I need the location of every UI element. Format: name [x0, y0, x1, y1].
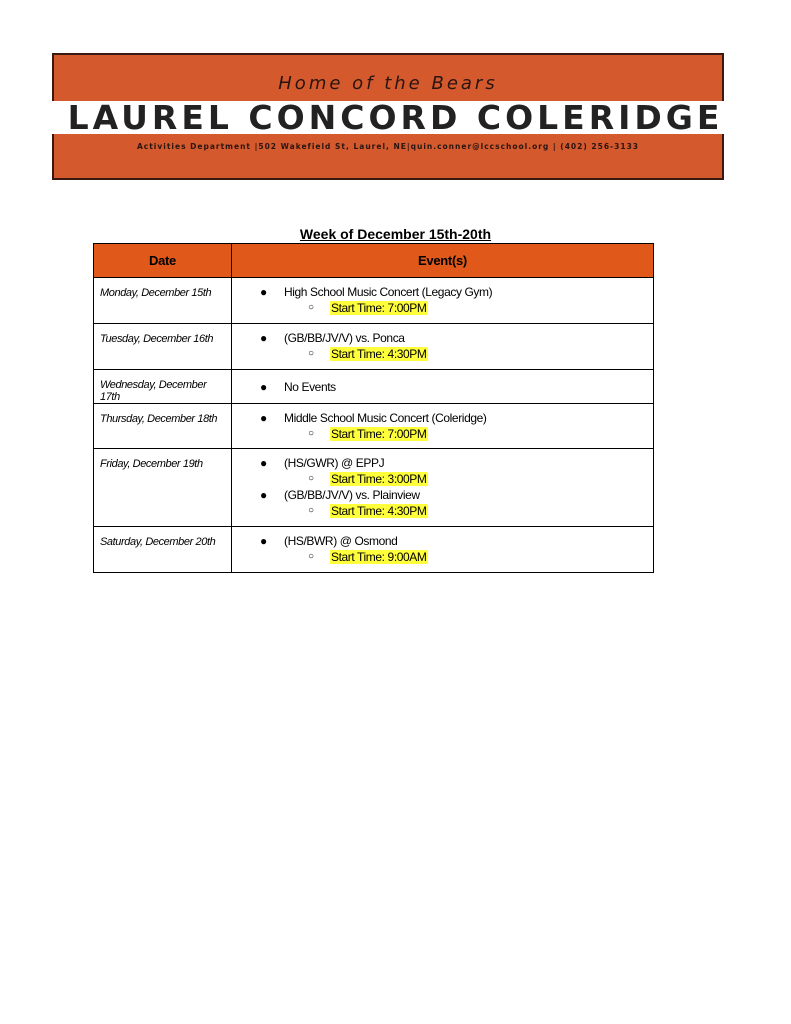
event-line — [260, 410, 653, 426]
bullet-icon: ● — [260, 379, 267, 394]
event-time-line — [260, 503, 653, 519]
event-name: No Events — [284, 379, 336, 394]
event-line — [260, 487, 653, 503]
circle-bullet-icon: ○ — [308, 505, 314, 516]
event-item — [260, 410, 653, 442]
bullet-icon: ● — [260, 456, 267, 470]
event-item — [260, 487, 653, 519]
date-cell: Friday, December 19th — [94, 449, 232, 527]
circle-bullet-icon: ○ — [308, 473, 314, 484]
events-cell — [232, 404, 654, 449]
circle-bullet-icon: ○ — [308, 428, 314, 439]
table-row — [94, 404, 654, 449]
circle-bullet-icon: ○ — [308, 302, 314, 313]
column-header-date: Date — [94, 244, 232, 278]
date-cell: Wednesday, December 17th — [94, 370, 232, 404]
event-time-line — [260, 426, 653, 442]
circle-bullet-icon: ○ — [308, 551, 314, 562]
events-cell — [232, 370, 654, 404]
banner-tagline: Home of the Bears — [278, 73, 498, 94]
start-time: Start Time: 7:00PM — [331, 301, 427, 315]
column-header-events: Event(s) — [232, 244, 654, 278]
events-cell — [232, 324, 654, 370]
date-cell: Saturday, December 20th — [94, 527, 232, 573]
event-item — [260, 455, 653, 487]
event-name: (GB/BB/JV/V) vs. Ponca — [284, 331, 405, 345]
event-name: (HS/BWR) @ Osmond — [284, 534, 398, 548]
bullet-icon: ● — [260, 285, 267, 299]
start-time: Start Time: 4:30PM — [331, 504, 427, 518]
event-item — [260, 533, 653, 565]
table-row — [94, 278, 654, 324]
event-name: Middle School Music Concert (Coleridge) — [284, 411, 487, 425]
date-cell: Thursday, December 18th — [94, 404, 232, 449]
event-line — [260, 533, 653, 549]
bullet-icon: ● — [260, 331, 267, 345]
date-cell: Monday, December 15th — [94, 278, 232, 324]
events-cell — [232, 449, 654, 527]
event-item — [260, 284, 653, 316]
event-line — [260, 284, 653, 300]
event-time-line — [260, 300, 653, 316]
events-cell — [232, 278, 654, 324]
table-row — [94, 527, 654, 573]
circle-bullet-icon: ○ — [308, 348, 314, 359]
event-item — [260, 379, 653, 395]
school-name: LAUREL CONCORD COLERIDGE — [67, 98, 724, 137]
event-time-line — [260, 346, 653, 362]
contact-line: Activities Department |502 Wakefield St, Laurel, NE|quin.conner@lccschool.org | (402) 256-3133 — [136, 142, 640, 151]
bullet-icon: ● — [260, 488, 267, 502]
event-line — [260, 455, 653, 471]
events-cell — [232, 527, 654, 573]
start-time: Start Time: 4:30PM — [331, 347, 427, 361]
event-time-line — [260, 471, 653, 487]
bullet-icon: ● — [260, 411, 267, 425]
schedule-table — [93, 243, 654, 573]
week-title: Week of December 15th-20th — [299, 226, 492, 242]
event-item — [260, 330, 653, 362]
table-row — [94, 370, 654, 404]
table-row — [94, 324, 654, 370]
table-row — [94, 449, 654, 527]
schedule-rows — [94, 278, 654, 573]
start-time: Start Time: 7:00PM — [331, 427, 427, 441]
event-line — [260, 330, 653, 346]
date-cell: Tuesday, December 16th — [94, 324, 232, 370]
event-name: High School Music Concert (Legacy Gym) — [284, 285, 493, 299]
event-name: (HS/GWR) @ EPPJ — [284, 456, 385, 470]
bullet-icon: ● — [260, 534, 267, 548]
start-time: Start Time: 3:00PM — [331, 472, 427, 486]
event-time-line — [260, 549, 653, 565]
event-name: (GB/BB/JV/V) vs. Plainview — [284, 488, 420, 502]
table-header-row — [94, 244, 654, 278]
start-time: Start Time: 9:00AM — [331, 550, 427, 564]
event-line — [260, 379, 653, 395]
